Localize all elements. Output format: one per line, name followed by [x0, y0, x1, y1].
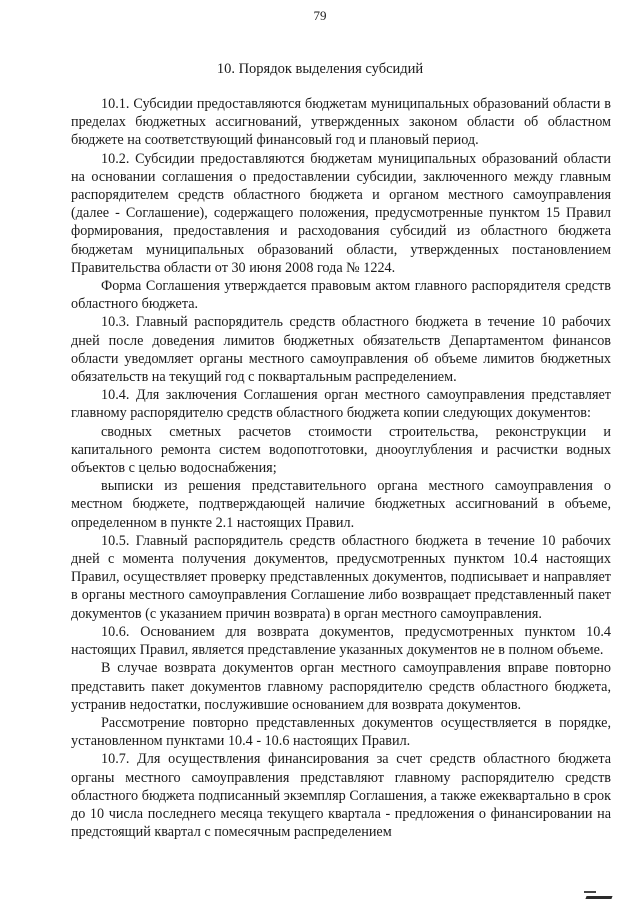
- paragraph-resubmission: В случае возврата документов орган местного самоуправления вправе повторно представить пакет документов главному распорядителю средств областного бюджета, устранив недостатки, послужившие основанием для возврата документов.: [71, 660, 611, 713]
- document-body: [71, 95, 611, 841]
- paragraph-agreement-form: Форма Соглашения утверждается правовым актом главного распорядителя средств областного бюджета.: [71, 278, 611, 313]
- paragraph-estimates: сводных сметных расчетов стоимости строительства, реконструкции и капитального ремонта систем водопотготовки, днооуглубления и расчистки водных объектов с целью водоснабжения;: [71, 423, 611, 477]
- paragraph-10-2: 10.2. Субсидии предоставляются бюджетам муниципальных образований области на основании соглашения о предоставлении субсидии, заключенного между главным распорядителем средств областного бюджета и органом местного самоуправления (далее - Соглашение), содержащего положения, предусмотренные пунктом 15 Правил формирования, предоставления и расходования субсидий из областного бюджета бюджетам муниципальных образований области, утвержденных постановлением Правительства области от 30 июня 2008 года № 1224.: [71, 150, 611, 276]
- paragraph-10-5: 10.5. Главный распорядитель средств областного бюджета в течение 10 рабочих дней с момента получения документов, предусмотренных пунктом 10.4 настоящих Правил, осуществляет проверку представленных документов, подписывает и направляет в органы местного самоуправления Соглашение либо возвращает представленный пакет документов (с указанием причин возврата) в орган местного самоуправления.: [71, 532, 611, 622]
- paragraph-10-6: 10.6. Основанием для возврата документов, предусмотренных пунктом 10.4 настоящих Правил, является представление указанных документов не в полном объеме.: [71, 623, 611, 659]
- paragraph-10-4: 10.4. Для заключения Соглашения орган местного самоуправления представляет главному распорядителю средств областного бюджета копии следующих документов:: [71, 387, 611, 422]
- paragraph-10-3: 10.3. Главный распорядитель средств областного бюджета в течение 10 рабочих дней после доведения лимитов бюджетных обязательств Департаментом финансов области уведомляет органы местного самоуправления об объеме лимитов бюджетных обязательств на текущий год с поквартальным распределением.: [71, 314, 611, 386]
- scan-artifact-mark: [585, 896, 612, 899]
- paragraph-10-1: 10.1. Субсидии предоставляются бюджетам муниципальных образований области в пределах бюджетных ассигнований, утвержденных законом области об областном бюджете на соответствующий финансовый год и плановый период.: [71, 96, 611, 149]
- paragraph-review: Рассмотрение повторно представленных документов осуществляется в порядке, установленном пунктами 10.4 - 10.6 настоящих Правил.: [71, 714, 611, 750]
- paragraph-budget-extract: выписки из решения представительного органа местного самоуправления о местном бюджете, подтверждающей наличие бюджетных ассигнований в объеме, определенном в пункте 2.1 настоящих Правил.: [71, 478, 611, 531]
- scan-artifact-mark-small: [584, 891, 596, 893]
- page-number: 79: [313, 8, 327, 23]
- paragraph-10-7: 10.7. Для осуществления финансирования за счет средств областного бюджета органы местного самоуправления представляют главному распорядителю средств областного бюджета подписанный экземпляр Соглашения, а также ежеквартально в срок до 10 числа последнего месяца текущего квартала - предложения о финансировании на предстоящий квартал с помесячным распределением: [71, 751, 611, 841]
- section-title: 10. Порядок выделения субсидий: [216, 61, 424, 77]
